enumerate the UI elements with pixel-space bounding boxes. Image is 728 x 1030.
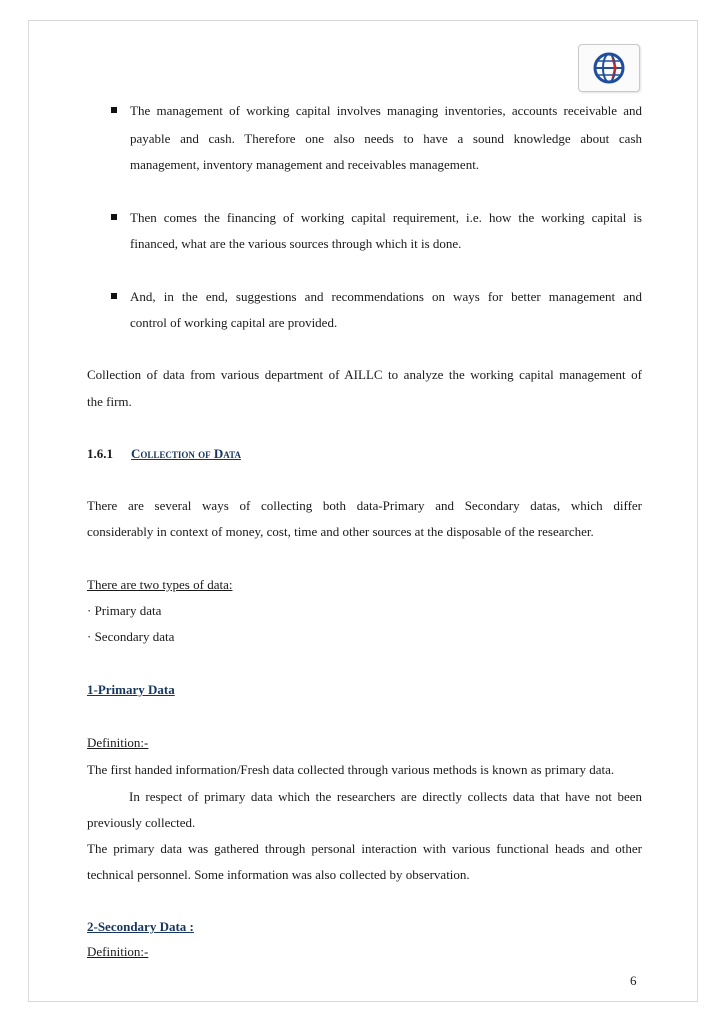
collection-para-line-2: the firm. <box>87 394 132 409</box>
bullet-1-line-3: management, inventory management and receivables management. <box>130 157 480 172</box>
collection-para-line-1: Collection of data from various department of AILLC to analyze the working capital management of <box>87 367 642 382</box>
bullet-3-line-2: control of working capital are provided. <box>130 315 338 330</box>
type-item-secondary: · Secondary data <box>87 629 175 644</box>
bullet-1-line-1: The management of working capital involves managing inventories, accounts receivable and <box>130 103 642 118</box>
secondary-definition-label <box>87 944 642 960</box>
primary-definition: The first handed information/Fresh data collected through various methods is known as primary data. <box>87 762 615 777</box>
intro-para-line-2: considerably in context of money, cost, time and other sources at the disposable of the researcher. <box>87 524 594 539</box>
square-bullet-icon <box>111 214 117 220</box>
primary-heading-text: 1-Primary Data <box>87 682 175 697</box>
type-item-primary: · Primary data <box>87 603 162 618</box>
types-heading <box>87 577 642 593</box>
primary-heading <box>87 682 642 698</box>
bullet-2-line-2: financed, what are the various sources through which it is done. <box>130 236 462 251</box>
primary-gathered-line-1: The primary data was gathered through personal interaction with various functional heads and other <box>87 841 642 856</box>
square-bullet-icon <box>111 293 117 299</box>
primary-respect-line-2: previously collected. <box>87 815 196 830</box>
primary-definition-label <box>87 735 642 751</box>
secondary-heading-text: 2-Secondary Data : <box>87 919 194 934</box>
bullet-2-line-1: Then comes the financing of working capital requirement, i.e. how the working capital is <box>130 210 642 225</box>
secondary-definition-label-text: Definition:- <box>87 944 149 959</box>
section-number: 1.6.1 <box>87 446 113 461</box>
section-title: Collection of Data <box>131 446 241 461</box>
globe-logo-icon <box>590 51 628 85</box>
primary-respect-line-1: In respect of primary data which the researchers are directly collects data that have not been <box>129 789 642 804</box>
bullet-1-line-2: payable and cash. Therefore one also needs to have a sound knowledge about cash <box>130 131 642 146</box>
company-logo <box>578 44 640 92</box>
types-heading-text: There are two types of data: <box>87 577 233 592</box>
primary-definition-label-text: Definition:- <box>87 735 149 750</box>
primary-gathered-line-2: technical personnel. Some information was also collected by observation. <box>87 867 470 882</box>
secondary-heading <box>87 919 642 935</box>
bullet-3-line-1: And, in the end, suggestions and recommendations on ways for better management and <box>130 289 642 304</box>
page-number: 6 <box>630 973 637 988</box>
intro-para-line-1: There are several ways of collecting both data-Primary and Secondary datas, which differ <box>87 498 642 513</box>
square-bullet-icon <box>111 107 117 113</box>
